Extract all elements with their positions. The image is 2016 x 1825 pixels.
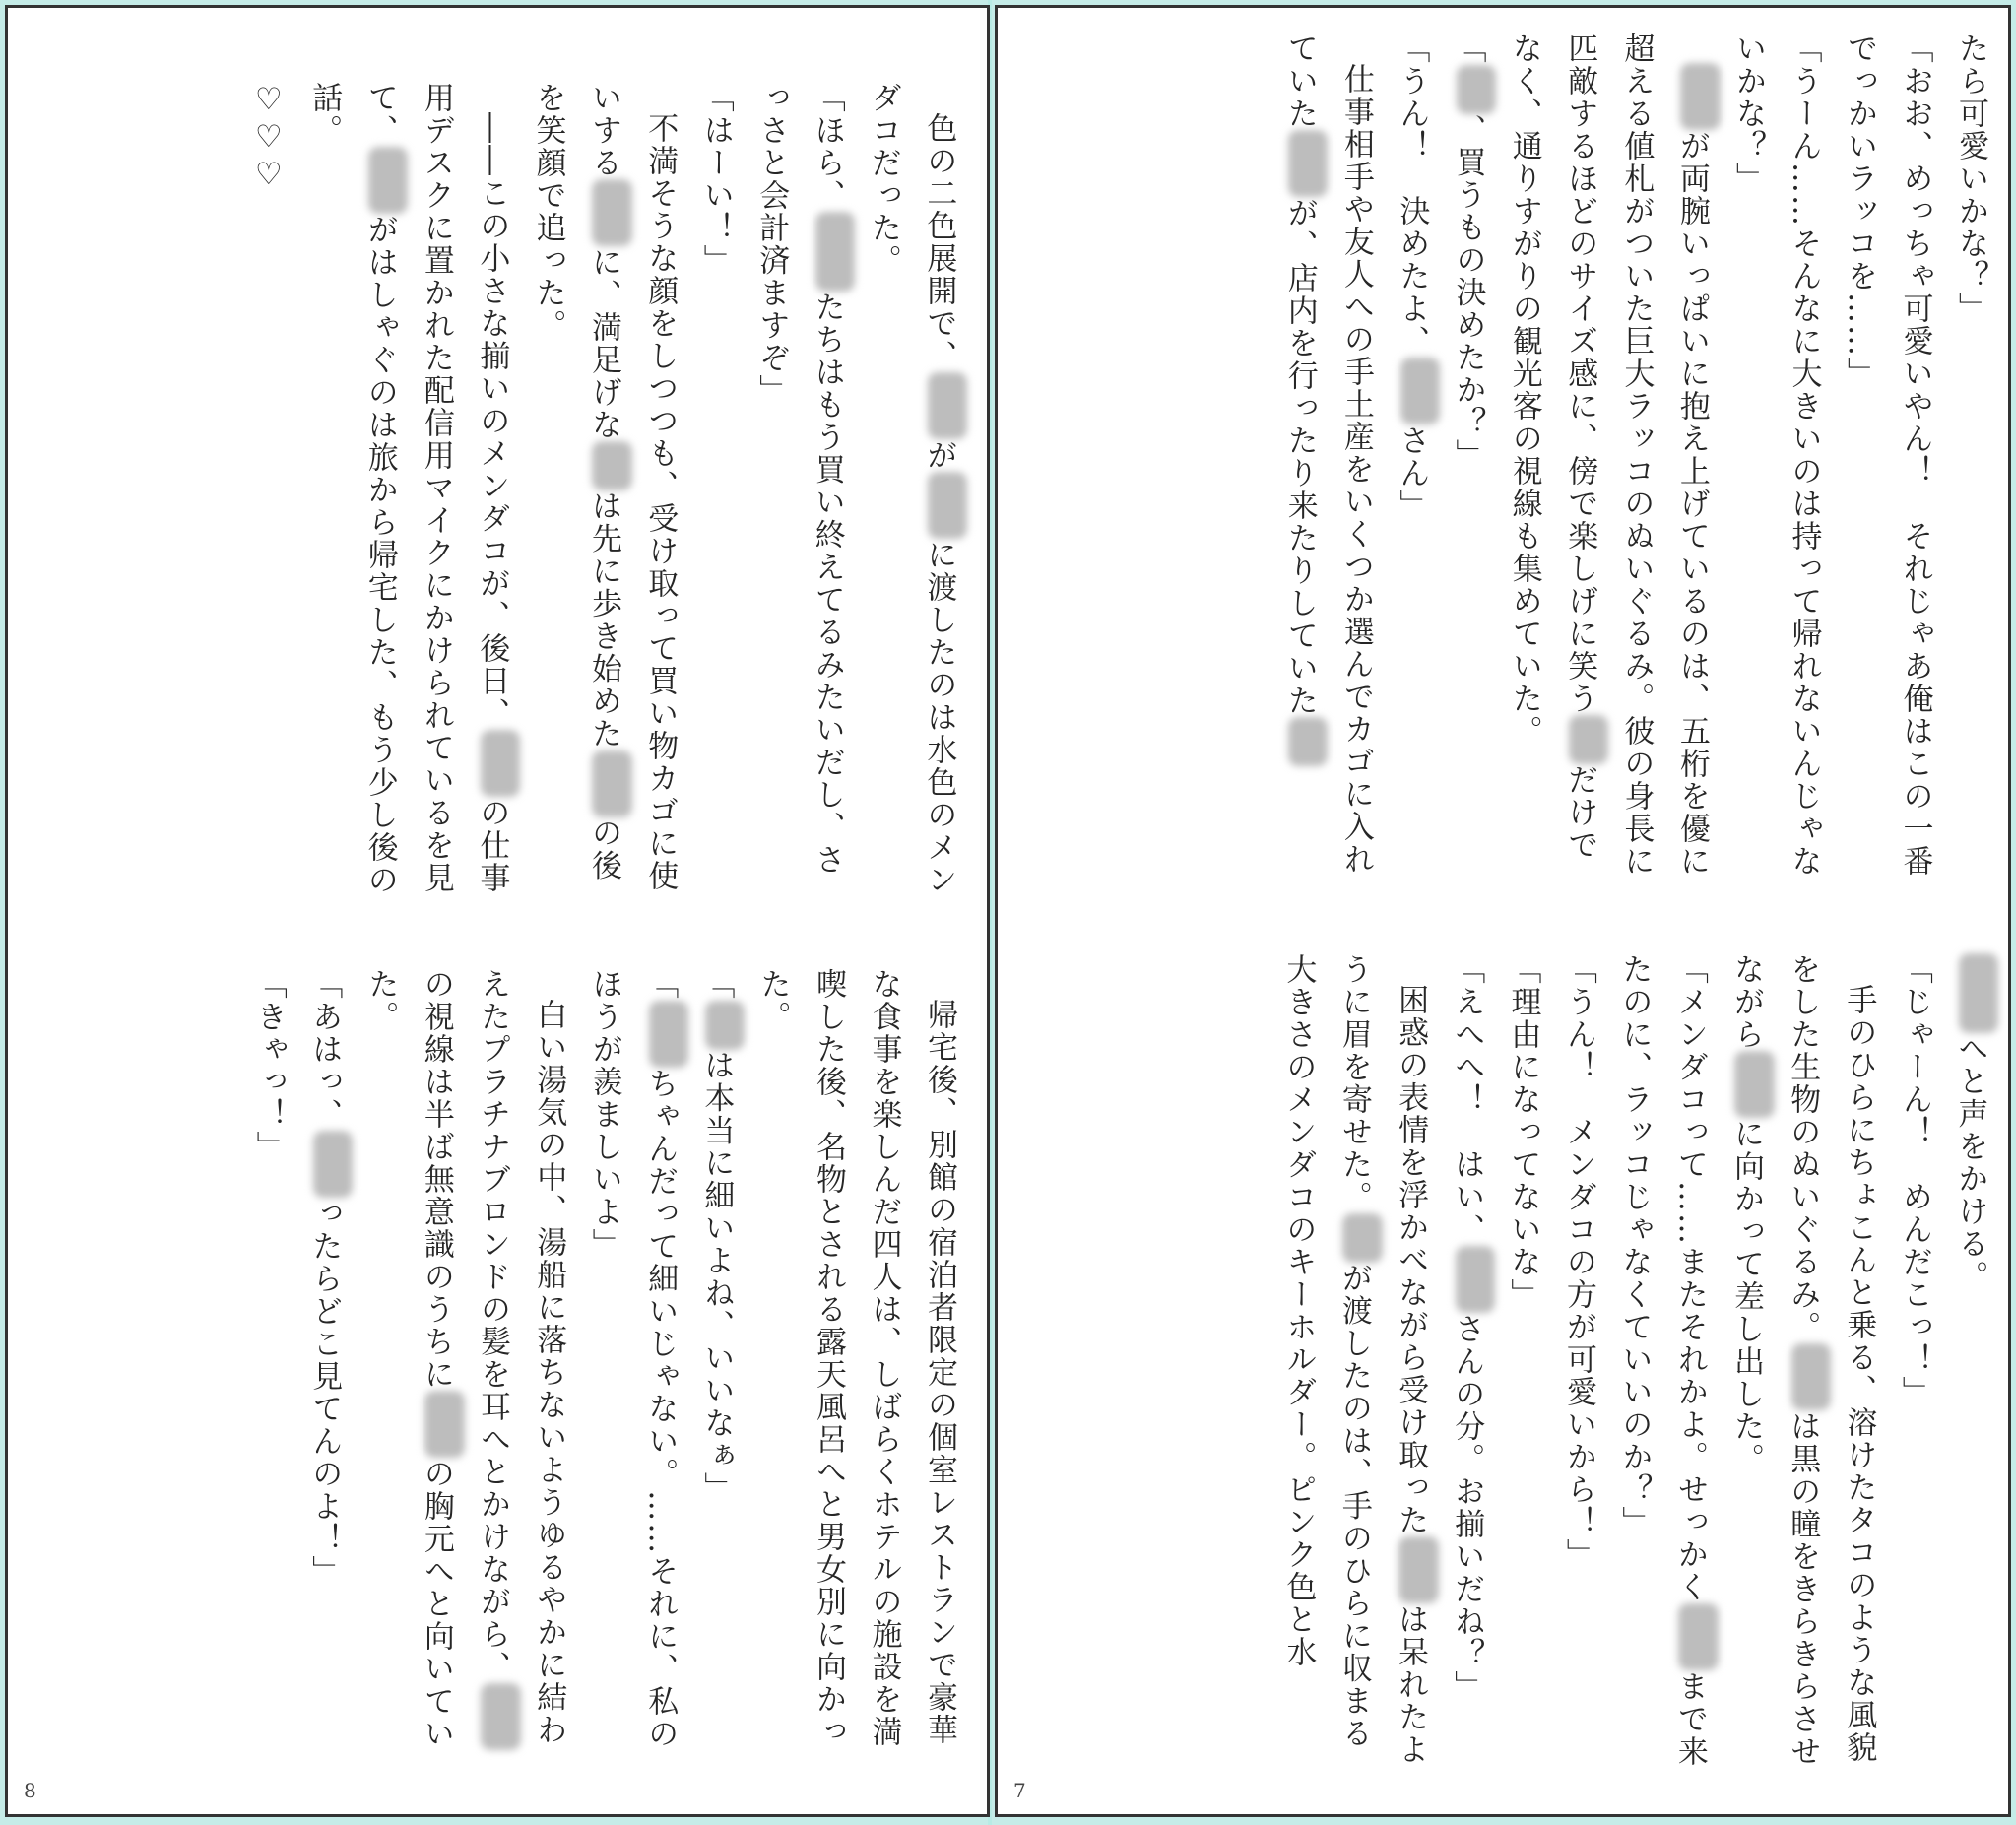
section-break-hearts: ♡♡♡	[250, 82, 287, 194]
redacted-name	[1569, 715, 1608, 764]
page-number: 7	[1013, 1779, 1026, 1802]
redacted-name	[368, 147, 408, 214]
paragraph: が両腕いっぱいに抱え上げているのは、五桁を優に超える値札がついた巨大ラッコのぬいぐるみ。彼の身長に匹敵するほどのサイズ感に、傍で楽しげに笑うだけでなく、通りすがりの観光客の視線も集めていた。	[1496, 33, 1720, 889]
paragraph: 仕事相手や友人への手土産をいくつか選んでカゴに入れていたが、店内を行ったり来たりしていた	[1281, 33, 1374, 876]
paragraph: へと声をかける。	[1942, 953, 1998, 1776]
dialogue-line: 「うーん……そんなに大きいのは持って帰れないんじゃないかな？」	[1730, 33, 1822, 878]
dialogue-line: 「理由になってないな」	[1505, 953, 1541, 1311]
dialogue-line: 「きゃっ！」	[250, 968, 287, 1163]
paragraph: ――この小さな揃いのメンダコが、後日、の仕事用デスクに置かれた配信用マイクにかけられているを見て、がはしゃぐのは旅から帰宅した、もう少し後の話。	[296, 82, 520, 899]
right-page-top-text	[1027, 33, 1998, 889]
dialogue-line: たら可愛いかな？」	[1953, 33, 1988, 325]
dialogue-line: 「えへへ！ はい、さんの分。お揃いだね？」	[1439, 953, 1495, 1776]
redacted-name	[815, 212, 855, 292]
dialogue-line: 「おお、めっちゃ可愛いやん！ それじゃあ俺はこの一番でっかいラッコを……」	[1842, 33, 1933, 878]
dialogue-line: 「じゃーん！ めんだこっ！」	[1896, 953, 1932, 1408]
left-page-top-text	[47, 82, 967, 899]
redacted-name	[1791, 1343, 1831, 1410]
dialogue-line: 「は本当に細いよね、いいなぁ」	[688, 968, 745, 1776]
redacted-name	[1456, 1246, 1495, 1313]
redacted-name	[1342, 1213, 1382, 1263]
redacted-name	[1959, 953, 1998, 1033]
paragraph: 手のひらにちょこんと乗る、溶けたタコのような風貌をした生物のぬいぐるみ。は黒の瞳をきらきらさせながらに向かって差し出した。	[1728, 953, 1877, 1769]
page-7	[995, 5, 2011, 1817]
redacted-name	[592, 750, 631, 817]
dialogue-line: 「、買うもの決めたか？」	[1440, 33, 1496, 889]
dialogue-line: 「あはっ、ったらどこ見てんのよ！」	[296, 968, 353, 1776]
redacted-name	[649, 1001, 688, 1068]
paragraph: 不満そうな顔をしつつも、受け取って買い物カゴに使いするに、満足げなは先に歩き始めたの後を笑顔で追った。	[530, 82, 679, 892]
dialogue-line: 「メンダコって……またそれかよ。せっかくまで来たのに、ラッコじゃなくていいのか？」	[1606, 953, 1719, 1776]
redacted-name	[1734, 1051, 1774, 1118]
paragraph: 白い湯気の中、湯船に落ちないようゆるやかに結わえたプラチナブロンドの髪を耳へとかけながら、の視線は半ば無意識のうちにの胸元へと向いていた。	[362, 968, 567, 1751]
redacted-name	[705, 1001, 745, 1050]
redacted-name	[313, 1131, 353, 1198]
redacted-name	[1678, 1603, 1718, 1670]
redacted-name	[928, 472, 967, 539]
redacted-name	[1288, 717, 1328, 766]
paragraph: 困惑の表情を浮かべながら受け取ったは呆れたように眉を寄せた。が渡したのは、手のひらに収まる大きさのメンダコのキーホルダー。ピンク色と水	[1270, 953, 1439, 1776]
page-8	[5, 5, 990, 1817]
redacted-name	[481, 730, 520, 797]
redacted-name	[1400, 358, 1440, 424]
redacted-name	[1288, 130, 1328, 197]
redacted-name	[1457, 65, 1496, 114]
dialogue-line: 「はーい！」	[697, 82, 734, 277]
redacted-name	[1398, 1536, 1438, 1603]
redacted-name	[424, 1391, 464, 1458]
dialogue-line: 「ちゃんだって細いじゃない。……それに、私のほうが羨ましいよ」	[576, 968, 688, 1776]
redacted-name	[928, 372, 967, 439]
paragraph: 色の二色展開で、がに渡したのは水色のメンダコだった。	[855, 82, 967, 899]
paragraph: 帰宅後、別館の宿泊者限定の個室レストランで豪華な食事を楽しんだ四人は、しばらくホテルの施設を満喫した後、名物とされる露天風呂へと男女別に向かった。	[754, 968, 957, 1748]
redacted-name	[1680, 63, 1720, 130]
redacted-name	[592, 441, 631, 490]
redacted-name	[592, 179, 631, 246]
right-page-bottom-text	[1027, 953, 1998, 1776]
dialogue-line: 「ほら、たちはもう買い終えてるみたいだし、さっさと会計済ますぞ」	[744, 82, 856, 899]
dialogue-line: 「うん！ メンダコの方が可愛いから！」	[1560, 953, 1596, 1571]
dialogue-line: 「うん！ 決めたよ、さん」	[1384, 33, 1440, 889]
redacted-name	[481, 1683, 520, 1750]
left-page-bottom-text	[47, 968, 967, 1776]
page-number: 8	[24, 1779, 36, 1802]
